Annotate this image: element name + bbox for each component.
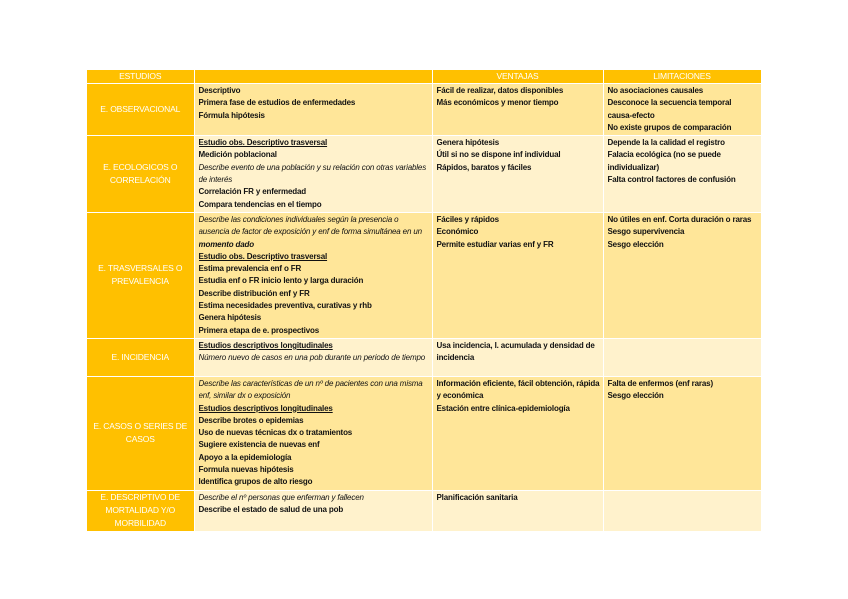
description-text: Describe distribución enf y FR bbox=[198, 288, 310, 298]
description-line bbox=[199, 162, 429, 187]
description-line bbox=[199, 378, 429, 403]
study-limitations bbox=[603, 136, 761, 213]
advantage-item: Planificación sanitaria bbox=[436, 492, 518, 502]
description-line bbox=[199, 149, 429, 161]
description-line bbox=[199, 312, 429, 324]
description-text: Estudios descriptivos longitudinales bbox=[198, 340, 333, 350]
study-name: E. DESCRIPTIVO DE MORTALIDAD Y/O MORBILIDAD bbox=[87, 490, 194, 531]
description-line bbox=[199, 427, 429, 439]
description-text: Primera etapa de e. prospectivos bbox=[198, 325, 320, 335]
description-text: Describe el nº personas que enferman y fallecen bbox=[198, 492, 364, 502]
description-line bbox=[199, 325, 429, 337]
study-limitations bbox=[603, 212, 761, 338]
study-advantages bbox=[432, 212, 603, 338]
study-description bbox=[194, 84, 432, 136]
description-text: Describe evento de una población y su relación con otras variables de interés bbox=[198, 162, 427, 185]
limitation-item: Falacia ecológica (no se puede individualizar) bbox=[607, 150, 721, 172]
advantage-item: Permite estudiar varias enf y FR bbox=[436, 239, 554, 249]
header-limitaciones: LIMITACIONES bbox=[603, 70, 761, 84]
description-text: Describe el estado de salud de una pob bbox=[198, 504, 344, 514]
limitation-item: Depende la la calidad el registro bbox=[607, 138, 725, 148]
table-row bbox=[87, 338, 761, 376]
description-line bbox=[199, 415, 429, 427]
description-text: Compara tendencias en el tiempo bbox=[198, 199, 322, 209]
description-text: Fórmula hipótesis bbox=[198, 110, 265, 120]
study-name: E. CASOS O SERIES DE CASOS bbox=[87, 376, 194, 490]
study-advantages bbox=[432, 84, 603, 136]
description-text: Número nuevo de casos en una pob durante un periodo de tiempo bbox=[198, 353, 426, 363]
study-description bbox=[194, 338, 432, 376]
advantage-item: Económico bbox=[436, 227, 479, 237]
advantage-item: Genera hipótesis bbox=[436, 138, 500, 148]
studies-table bbox=[87, 70, 762, 532]
advantage-item: Rápidos, baratos y fáciles bbox=[436, 162, 532, 172]
description-line bbox=[199, 275, 429, 287]
study-advantages bbox=[432, 338, 603, 376]
header-estudios: ESTUDIOS bbox=[87, 70, 194, 84]
study-name: E. ECOLOGICOS O CORRELACIÓN bbox=[87, 136, 194, 213]
description-line bbox=[199, 288, 429, 300]
limitation-item: No asociaciones causales bbox=[607, 86, 704, 95]
description-line bbox=[199, 476, 429, 488]
description-text: Descriptivo bbox=[198, 86, 241, 95]
description-text: Estima necesidades preventiva, curativas y rhb bbox=[198, 301, 372, 311]
description-line bbox=[199, 464, 429, 476]
study-name: E. INCIDENCIA bbox=[87, 338, 194, 376]
limitation-item: Sesgo elección bbox=[607, 239, 664, 249]
advantage-item: Útil si no se dispone inf individual bbox=[436, 150, 561, 160]
description-emphasis: momento dado bbox=[198, 239, 255, 249]
description-line bbox=[199, 137, 429, 149]
advantage-item: Fácil de realizar, datos disponibles bbox=[436, 86, 564, 95]
description-line bbox=[199, 492, 429, 504]
description-text: Medición poblacional bbox=[198, 150, 277, 160]
description-text: Uso de nuevas técnicas dx o tratamientos bbox=[198, 428, 353, 438]
description-text: Describe las condiciones individuales según la presencia o ausencia de factor de exposición y enf de forma simultánea en un bbox=[198, 214, 422, 237]
description-text: Correlación FR y enfermedad bbox=[198, 187, 307, 197]
description-text: Sugiere existencia de nuevas enf bbox=[198, 440, 320, 450]
table-row bbox=[87, 376, 761, 490]
limitation-item: Sesgo supervivencia bbox=[607, 227, 685, 237]
description-line bbox=[199, 300, 429, 312]
study-name: E. TRASVERSALES O PREVALENCIA bbox=[87, 212, 194, 338]
study-advantages bbox=[432, 490, 603, 531]
table-row bbox=[87, 490, 761, 531]
description-line bbox=[199, 110, 429, 122]
description-text: Describe brotes o epidemias bbox=[198, 415, 304, 425]
limitation-item: No útiles en enf. Corta duración o raras bbox=[607, 214, 752, 224]
description-text: Formula nuevas hipótesis bbox=[198, 465, 294, 475]
advantage-item: Información eficiente, fácil obtención, rápida y económica bbox=[436, 378, 600, 401]
description-line bbox=[199, 199, 429, 211]
description-text: Estudia enf o FR inicio lento y larga duración bbox=[198, 276, 364, 286]
description-line bbox=[199, 214, 429, 251]
limitation-item: Falta control factores de confusión bbox=[607, 175, 736, 185]
description-line bbox=[199, 85, 429, 97]
header-descripcion bbox=[194, 70, 432, 84]
study-description bbox=[194, 136, 432, 213]
description-text: Estudios descriptivos longitudinales bbox=[198, 403, 333, 413]
study-description bbox=[194, 490, 432, 531]
limitation-item: Sesgo elección bbox=[607, 391, 664, 401]
description-line bbox=[199, 439, 429, 451]
table-row bbox=[87, 84, 761, 136]
description-text: Identifica grupos de alto riesgo bbox=[198, 477, 313, 487]
description-line bbox=[199, 340, 429, 352]
advantage-item: Usa incidencia, I. acumulada y densidad de incidencia bbox=[436, 340, 595, 363]
limitation-item: Desconoce la secuencia temporal causa-efecto bbox=[607, 98, 732, 120]
description-line bbox=[199, 352, 429, 364]
table-row bbox=[87, 136, 761, 213]
study-name: E. OBSERVACIONAL bbox=[87, 84, 194, 136]
study-limitations bbox=[603, 376, 761, 490]
description-text: Genera hipótesis bbox=[198, 313, 262, 323]
study-advantages bbox=[432, 376, 603, 490]
header-row bbox=[87, 70, 761, 84]
description-line bbox=[199, 263, 429, 275]
study-limitations bbox=[603, 338, 761, 376]
study-advantages bbox=[432, 136, 603, 213]
description-text: Estudio obs. Descriptivo trasversal bbox=[198, 138, 328, 148]
description-text: Apoyo a la epidemiología bbox=[198, 452, 292, 462]
description-text: Primera fase de estudios de enfermedades bbox=[198, 98, 356, 108]
table-row bbox=[87, 212, 761, 338]
study-description bbox=[194, 376, 432, 490]
limitation-item: No existe grupos de comparación bbox=[607, 122, 732, 132]
description-line bbox=[199, 186, 429, 198]
description-line bbox=[199, 251, 429, 263]
advantage-item: Fáciles y rápidos bbox=[436, 214, 499, 224]
limitation-item: Falta de enfermos (enf raras) bbox=[607, 378, 713, 388]
description-line bbox=[199, 403, 429, 415]
description-text: Describe las características de un nº de pacientes con una misma enf, similar dx o exposición bbox=[198, 378, 423, 401]
advantage-item: Más económicos y menor tiempo bbox=[436, 98, 559, 108]
description-text: Estima prevalencia enf o FR bbox=[198, 264, 302, 274]
description-line bbox=[199, 504, 429, 516]
study-limitations bbox=[603, 490, 761, 531]
description-line bbox=[199, 452, 429, 464]
description-text: Estudio obs. Descriptivo trasversal bbox=[198, 251, 328, 261]
study-limitations bbox=[603, 84, 761, 136]
header-ventajas: VENTAJAS bbox=[432, 70, 603, 84]
description-line bbox=[199, 97, 429, 109]
advantage-item: Estación entre clínica-epidemiología bbox=[436, 403, 570, 413]
study-description bbox=[194, 212, 432, 338]
